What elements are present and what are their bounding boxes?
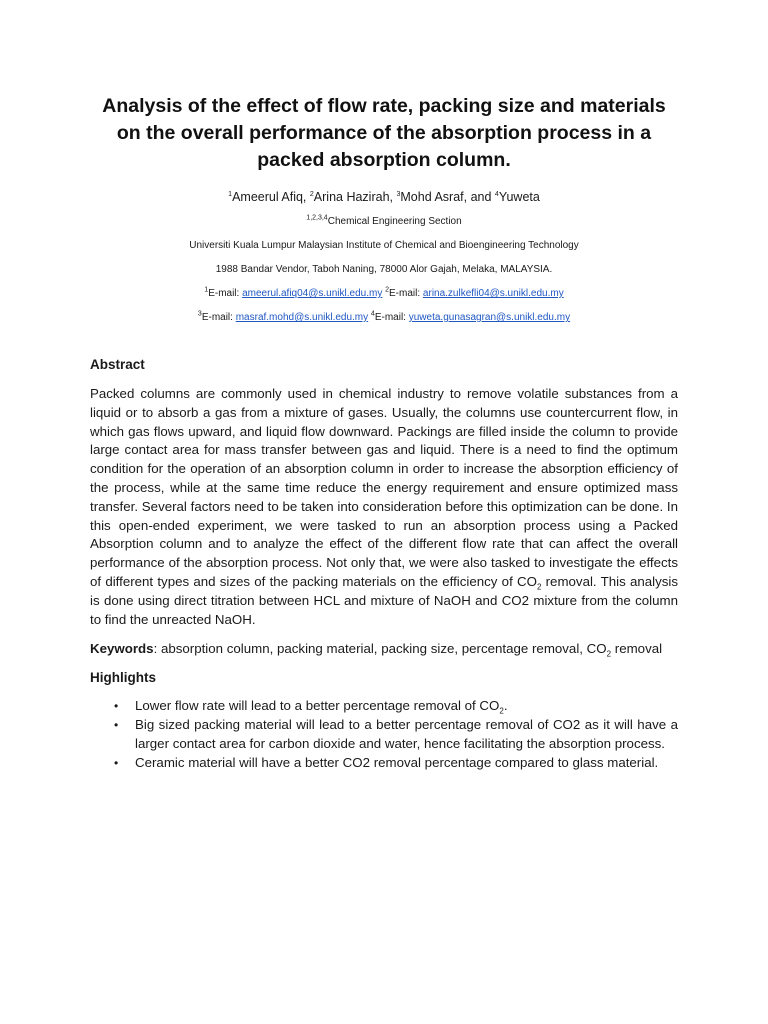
- email-label: E-mail:: [389, 288, 423, 299]
- author-list: [90, 189, 678, 205]
- subscript: 2: [606, 650, 612, 660]
- email-line-1: [90, 287, 678, 301]
- author-name: Ameerul Afiq,: [232, 190, 310, 204]
- email-sup: 4: [370, 310, 375, 318]
- postal-address: 1988 Bandar Vendor, Taboh Naning, 78000 Alor Gajah, Melaka, MALAYSIA.: [215, 264, 553, 275]
- highlight-text: .: [503, 698, 508, 714]
- section-sup: 1,2,3,4: [306, 214, 328, 222]
- highlight-text: Big sized packing material will lead to a better percentage removal of CO2 as it will have a larger contact area for carbon dioxide and water, hence facilitating the absorption process.: [135, 716, 678, 751]
- highlight-text: Ceramic material will have a better CO2 removal percentage compared to glass material.: [135, 754, 659, 770]
- email-label: E-mail:: [208, 288, 243, 299]
- email-link[interactable]: ameerul.afiq04@s.unikl.edu.my: [242, 288, 383, 299]
- email-sup: 1: [204, 286, 209, 294]
- title-line: on the overall performance of the absorption process in a: [116, 122, 652, 144]
- email-link[interactable]: masraf.mohd@s.unikl.edu.my: [235, 312, 369, 323]
- email-link[interactable]: arina.zulkefli04@s.unikl.edu.my: [422, 288, 564, 299]
- email-sup: 2: [385, 286, 390, 294]
- author-sup: 2: [309, 190, 314, 198]
- subscript: 2: [536, 582, 542, 592]
- section-text: Chemical Engineering Section: [327, 216, 462, 227]
- highlight-text: Lower flow rate will lead to a better percentage removal of CO: [135, 698, 500, 714]
- subscript: 2: [499, 706, 504, 716]
- author-name: Mohd Asraf, and: [400, 190, 495, 204]
- author-name: Yuweta: [498, 190, 540, 204]
- keywords-label: Keywords: [90, 641, 154, 657]
- section-affiliation: [90, 215, 678, 229]
- email-line-2: [90, 311, 678, 325]
- highlights-list: [90, 697, 678, 772]
- title-line: Analysis of the effect of flow rate, packing size and materials: [102, 95, 666, 117]
- email-label: E-mail:: [201, 312, 236, 323]
- email-label: E-mail:: [374, 312, 409, 323]
- author-sup: 1: [228, 190, 233, 198]
- abstract-heading: Abstract: [90, 357, 145, 372]
- author-sup: 4: [494, 190, 499, 198]
- email-link[interactable]: yuweta.gunasagran@s.unikl.edu.my: [408, 312, 571, 323]
- highlight-item: [90, 754, 678, 773]
- institution: Universiti Kuala Lumpur Malaysian Institute of Chemical and Bioengineering Technology: [189, 240, 579, 251]
- bullet-icon: •: [114, 699, 119, 714]
- author-sup: 3: [396, 190, 401, 198]
- paper-title: [90, 0, 678, 174]
- keywords-text: : absorption column, packing material, packing size, percentage removal, CO: [153, 641, 607, 657]
- highlights-heading: Highlights: [90, 670, 156, 686]
- email-sup: 3: [197, 310, 202, 318]
- keywords: [90, 640, 678, 659]
- author-name: Arina Hazirah,: [313, 190, 397, 204]
- title-line: packed absorption column.: [257, 149, 511, 171]
- abstract-text-part: Packed columns are commonly used in chemical industry to remove volatile substances from a liquid or to absorb a gas from a mixture of gases. Usually, the columns use countercurrent flow, in which gas flows upward, and liquid flow downward. Packings are filled inside the column to provide large contact area for mass transfer between gas and liquid. There is a need to find the optimum condition for the operation of an absorption column in order to increase the absorption efficiency of the process, while at the same time reduce the energy requirement and ensure optimized mass transfer. Several factors need to be taken into consideration before this optimization can be done. In this open-ended experiment, we were tasked to run an absorption process using a Packed Absorption column and to analyze the effect of the different flow rate that can affect the overall performance of the absorption process. Not only that, we were also tasked to investigate the effects of different types and sizes of the packing materials on the efficiency of CO: [90, 386, 678, 589]
- highlight-item: [90, 716, 678, 754]
- bullet-icon: •: [114, 717, 119, 732]
- abstract-body: [90, 385, 678, 629]
- abstract-text-part: removal. This analysis is done using direct titration between HCL and mixture of NaOH and CO2 mixture from the column to find the unreacted NaOH.: [90, 573, 678, 627]
- bullet-icon: •: [114, 755, 119, 770]
- keywords-text: removal: [611, 641, 663, 657]
- highlight-item: [90, 697, 678, 716]
